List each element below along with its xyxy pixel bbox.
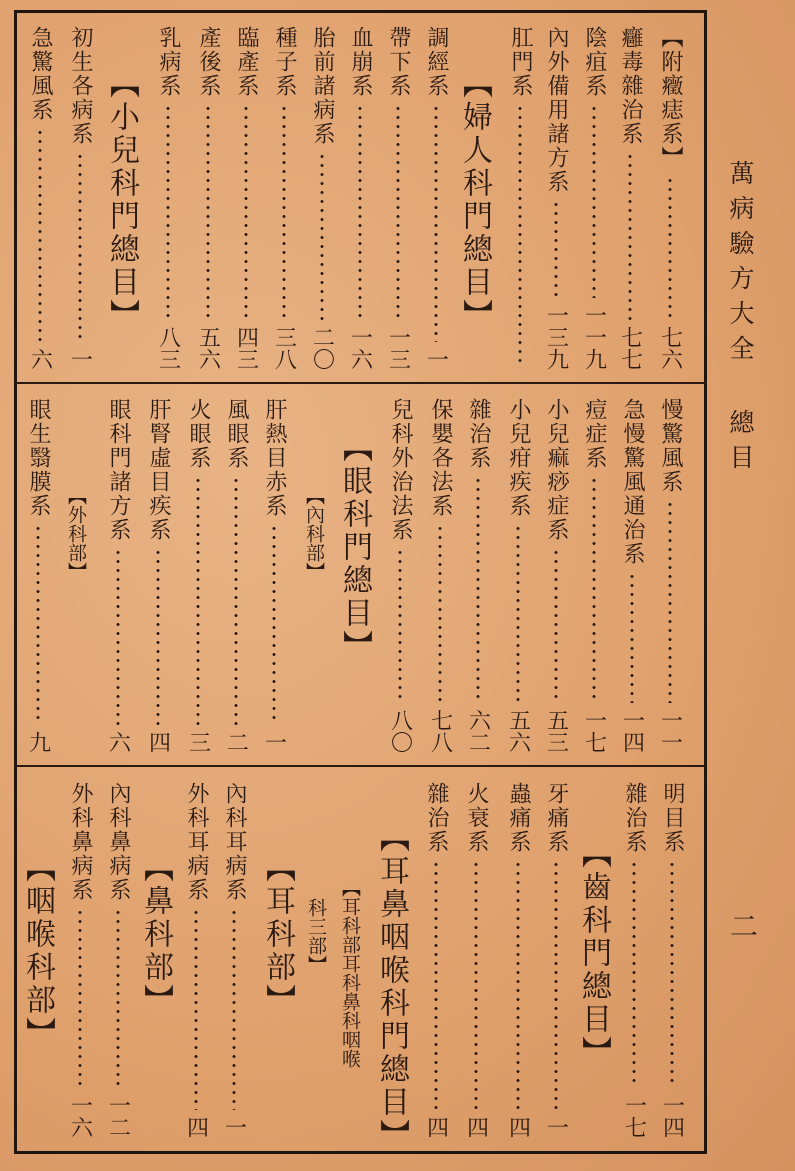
section-heading: 【眼科門總目】	[337, 432, 372, 663]
toc-entry	[348, 26, 372, 370]
toc-entry	[186, 398, 210, 753]
entry-title: 小兒痲痧症系	[544, 398, 569, 542]
toc-entry	[272, 26, 296, 370]
toc-entry	[184, 782, 208, 1138]
leader-dots	[554, 860, 558, 1110]
leader-dots	[282, 104, 286, 320]
entry-title: 兒科外治法系	[388, 398, 413, 542]
leader-dots	[196, 476, 200, 725]
page-ref: 五六	[195, 326, 221, 370]
page-ref: 三	[185, 731, 211, 753]
toc-entry	[622, 782, 646, 1138]
page-ref: 四	[423, 1116, 449, 1138]
page-ref: 三八	[271, 326, 297, 370]
page-ref: 八三	[155, 326, 181, 370]
toc-entry	[68, 26, 92, 370]
section-heading: 【耳鼻咽喉科門總目】	[374, 822, 409, 1152]
toc-entry	[106, 398, 130, 753]
subsection-label: 科三部】	[305, 898, 327, 974]
page-ref: 六	[27, 348, 53, 370]
page-ref: 一二	[105, 1094, 131, 1138]
leader-dots	[78, 908, 82, 1088]
page-ref: 四	[505, 1116, 531, 1138]
leader-dots	[434, 860, 438, 1110]
entry-title: 雜治系	[424, 782, 449, 854]
entry-title: 火眼系	[186, 398, 211, 470]
entry-title: 陰疽系	[582, 26, 607, 98]
entry-title: 蟲痛系	[506, 782, 531, 854]
leader-dots	[320, 152, 324, 320]
section-heading: 【小兒科門總目】	[104, 68, 139, 332]
toc-entry	[660, 782, 684, 1138]
leader-dots	[116, 908, 120, 1088]
leader-dots	[434, 104, 438, 342]
page-ref: 七七	[617, 326, 643, 370]
entry-title: 急驚風系	[28, 26, 53, 122]
entry-title: 痘症系	[582, 398, 607, 470]
entry-title: 眼科門諸方系	[106, 398, 131, 542]
entry-title: 種子系	[272, 26, 297, 98]
leader-dots	[668, 176, 672, 320]
leader-dots	[166, 104, 170, 320]
entry-title: 雜治系	[622, 782, 647, 854]
page-ref: 一一	[657, 709, 683, 753]
toc-entry	[508, 26, 532, 370]
toc-entry	[224, 398, 248, 753]
toc-entry	[424, 782, 448, 1138]
section-heading: 【鼻科部】	[138, 852, 173, 1017]
page-ref: 一三	[385, 326, 411, 370]
entry-title: 調經系	[424, 26, 449, 98]
page-ref: 二〇	[309, 326, 335, 370]
page-ref: 四	[145, 731, 171, 753]
leader-dots	[398, 548, 402, 703]
leader-dots	[592, 476, 596, 703]
section-heading: 【齒科門總目】	[576, 838, 611, 1069]
entry-title: 肝熱目赤系	[262, 398, 287, 518]
entry-title: 【附癥痣系】	[658, 26, 683, 170]
leader-dots	[194, 908, 198, 1110]
entry-title: 產後系	[196, 26, 221, 98]
toc-entry	[658, 398, 682, 753]
section-divider	[14, 382, 707, 384]
toc-entry	[222, 782, 246, 1138]
page-ref: 一七	[581, 709, 607, 753]
toc-entry	[196, 26, 220, 370]
page-ref: 六二	[465, 709, 491, 753]
page-ref: 一	[261, 731, 287, 753]
toc-entry	[424, 26, 448, 370]
toc-entry	[544, 398, 568, 753]
subsection-label: 【內科部】	[303, 486, 325, 581]
entry-title: 雜治系	[466, 398, 491, 470]
leader-dots	[36, 524, 40, 725]
page-ref: 四三	[233, 326, 259, 370]
leader-dots	[206, 104, 210, 320]
page-ref: 一七	[621, 1094, 647, 1138]
leader-dots	[156, 548, 160, 725]
page-ref: 一	[221, 1116, 247, 1138]
entry-title: 初生各病系	[68, 26, 93, 146]
toc-entry	[544, 782, 568, 1138]
section-heading: 【耳科部】	[260, 852, 295, 1017]
leader-dots	[116, 548, 120, 725]
leader-dots	[272, 524, 276, 725]
page-ref: 一四	[619, 709, 645, 753]
toc-entry	[156, 26, 180, 370]
leader-dots	[592, 104, 596, 298]
page-ref: 一四	[659, 1094, 685, 1138]
leader-dots	[244, 104, 248, 320]
leader-dots	[232, 908, 236, 1110]
page-ref: 九	[25, 731, 51, 753]
toc-entry	[544, 26, 568, 370]
entry-title: 內科鼻病系	[106, 782, 131, 902]
toc-entry	[26, 398, 50, 753]
leader-dots	[38, 128, 42, 342]
section-heading: 【咽喉科部】	[20, 852, 55, 1050]
entry-title: 內外備用諸方系	[544, 26, 569, 194]
leader-dots	[438, 524, 442, 703]
toc-entry	[386, 26, 410, 370]
toc-entry	[658, 26, 682, 370]
page-ref: 一三九	[543, 304, 569, 370]
toc-entry	[620, 398, 644, 753]
section-divider	[14, 765, 707, 767]
entry-title: 小兒疳疾系	[506, 398, 531, 518]
entry-title: 火衰系	[464, 782, 489, 854]
leader-dots	[628, 152, 632, 320]
toc-entry	[388, 398, 412, 753]
subsection-label: 【外科部】	[65, 486, 87, 581]
entry-title: 外科耳病系	[184, 782, 209, 902]
page-ref: 一	[67, 348, 93, 370]
leader-dots	[668, 500, 672, 703]
toc-entry	[464, 782, 488, 1138]
toc-entry	[234, 26, 258, 370]
leader-dots	[396, 104, 400, 320]
entry-title: 慢驚風系	[658, 398, 683, 494]
entry-title: 眼生翳膜系	[26, 398, 51, 518]
page-ref: 二	[223, 731, 249, 753]
entry-title: 肛門系	[508, 26, 533, 98]
running-title: 萬病驗方大全 總目	[726, 160, 755, 479]
page-number: 二	[730, 910, 759, 943]
toc-entry	[582, 26, 606, 370]
page-ref: 一六	[347, 326, 373, 370]
toc-entry	[428, 398, 452, 753]
entry-title: 急慢驚風通治系	[620, 398, 645, 566]
entry-title: 癰毒雜治系	[618, 26, 643, 146]
page-ref: 七六	[657, 326, 683, 370]
toc-entry	[618, 26, 642, 370]
leader-dots	[516, 524, 520, 703]
entry-title: 臨產系	[234, 26, 259, 98]
page-ref: 一	[543, 1116, 569, 1138]
subsection-label: 【耳科部耳科鼻科咽喉	[339, 878, 361, 1068]
leader-dots	[474, 860, 478, 1110]
entry-title: 肝腎虛目疾系	[146, 398, 171, 542]
page-ref: 八〇	[387, 709, 413, 753]
toc-entry	[466, 398, 490, 753]
leader-dots	[670, 860, 674, 1088]
entry-title: 胎前諸病系	[310, 26, 335, 146]
page-ref: 一	[423, 348, 449, 370]
entry-title: 帶下系	[386, 26, 411, 98]
leader-dots	[518, 104, 522, 364]
leader-dots	[630, 572, 634, 703]
toc-entry	[310, 26, 334, 370]
page-ref: 五三	[543, 709, 569, 753]
leader-dots	[78, 152, 82, 342]
toc-entry	[28, 26, 52, 370]
page-ref: 四	[463, 1116, 489, 1138]
section-heading: 【婦人科門總目】	[457, 68, 492, 332]
page-ref: 一六	[67, 1094, 93, 1138]
toc-entry	[506, 398, 530, 753]
entry-title: 牙痛系	[544, 782, 569, 854]
entry-title: 保嬰各法系	[428, 398, 453, 518]
entry-title: 內科耳病系	[222, 782, 247, 902]
toc-entry	[146, 398, 170, 753]
leader-dots	[516, 860, 520, 1110]
entry-title: 外科鼻病系	[68, 782, 93, 902]
entry-title: 乳病系	[156, 26, 181, 98]
toc-entry	[106, 782, 130, 1138]
page-ref: 一一九	[581, 304, 607, 370]
leader-dots	[554, 200, 558, 298]
toc-entry	[68, 782, 92, 1138]
page-ref: 五六	[505, 709, 531, 753]
leader-dots	[358, 104, 362, 320]
page-ref: 七八	[427, 709, 453, 753]
page-ref: 六	[105, 731, 131, 753]
page-ref: 四	[183, 1116, 209, 1138]
leader-dots	[632, 860, 636, 1088]
toc-entry	[582, 398, 606, 753]
leader-dots	[476, 476, 480, 703]
entry-title: 風眼系	[224, 398, 249, 470]
toc-entry	[506, 782, 530, 1138]
toc-entry	[262, 398, 286, 753]
leader-dots	[234, 476, 238, 725]
entry-title: 明目系	[660, 782, 685, 854]
leader-dots	[554, 548, 558, 703]
entry-title: 血崩系	[348, 26, 373, 98]
